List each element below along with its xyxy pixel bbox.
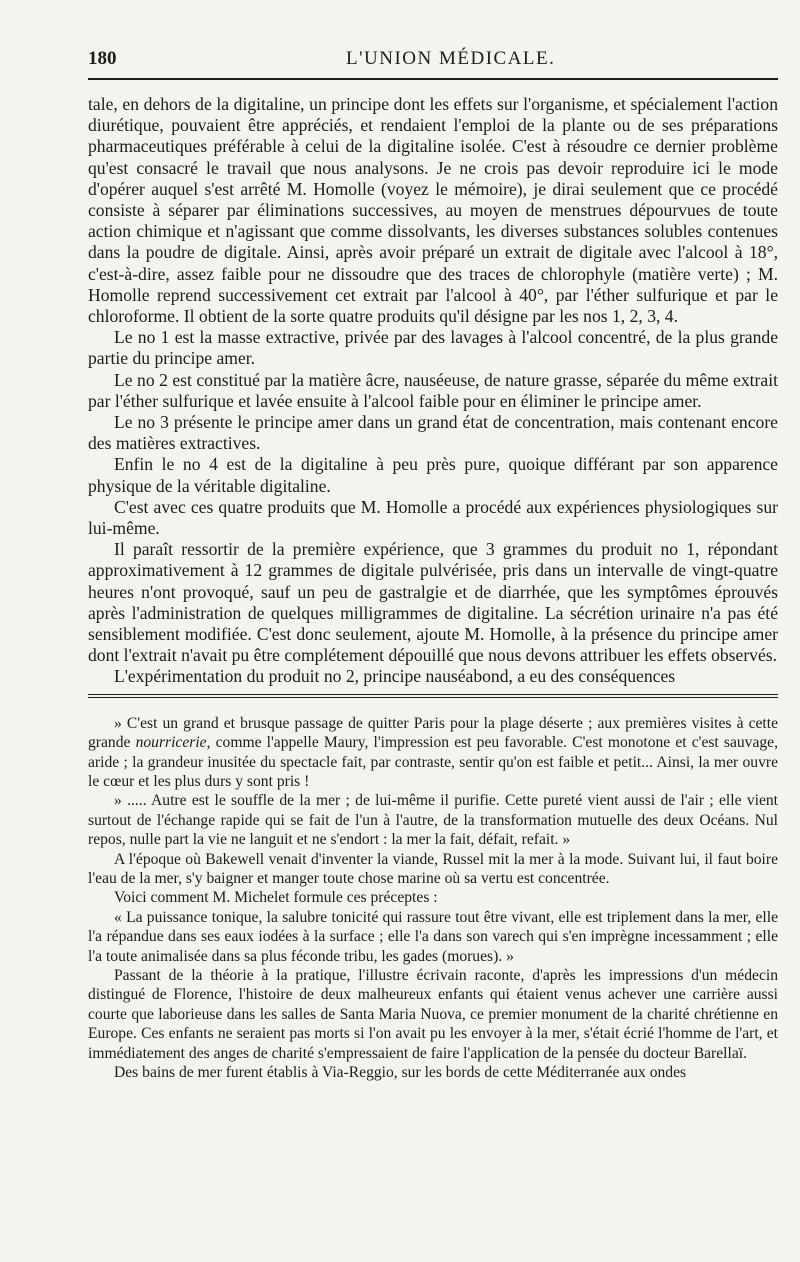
main-paragraph: Enfin le no 4 est de la digitaline à peu près pure, quoique différant par son apparence physique de la véritable digitaline. [88,454,778,496]
feuilleton-text: , comme l'appelle Maury, l'impression est peu favorable. C'est monotone et c'est sauvage, aride ; la grandeur inusitée du spectacle fait, par contraste, sentir qu'on est faible et petit... Ainsi, la mer ouvre le cœur et les plus durs y sont pris ! [88,734,779,790]
main-paragraph: tale, en dehors de la digitaline, un principe dont les effets sur l'organisme, et spécialement l'action diurétique, pouvaient être appréciés, et rendaient l'emploi de la plante ou de ses préparations pharmaceutiques préférable à celui de la digitaline isolée. C'est à résoudre ce dernier problème qu'est consacré le travail que nous analysons. Je ne crois pas devoir reproduire ici le mode d'opérer auquel s'est arrêté M. Homolle (voyez le mémoire), je dirai seulement que ce procédé consiste à séparer par éliminations successives, au moyen de menstrues dépourvues de toute action chimique et n'agissant que comme dissolvants, les diverses substances solubles contenues dans la poudre de digitale. Ainsi, après avoir préparé un extrait de digitale avec l'alcool à 18°, c'est-à-dire, assez faible pour ne dissoudre que des traces de chlorophyle (matière verte) ; M. Homolle reprend successivement cet extrait par l'alcool à 40°, par l'éther sulfurique et par le chloroforme. Il obtient de la sorte quatre produits qu'il désigne par les nos 1, 2, 3, 4. [88,94,778,327]
feuilleton-paragraph: Passant de la théorie à la pratique, l'illustre écrivain raconte, d'après les impressions d'un médecin distingué de Florence, l'histoire de deux malheureux enfants qui étaient venus achever une carrière aussi courte que laborieuse dans les salles de Santa Maria Nuova, ce premier monument de la charité chrétienne en Europe. Ces enfants ne seraient pas morts si l'on avait pu les envoyer à la mer, s'était écrié l'homme de l'art, et immédiatement des anges de charité s'empressaient de faire l'application de la pensée du docteur Barellaï. [88,966,778,1062]
feuilleton-section [88,714,778,1083]
feuilleton-italic-word: nourricerie [135,734,207,752]
feuilleton-paragraph: Des bains de mer furent établis à Via-Reggio, sur les bords de cette Méditerranée aux ondes [114,1064,687,1081]
feuilleton-paragraph: A l'époque où Bakewell venait d'inventer la viande, Russel mit la mer à la mode. Suivant lui, il faut boire l'eau de la mer, s'y baigner et manger toute chose marine où sa vertu est concentrée. [88,850,778,887]
main-paragraph: C'est avec ces quatre produits que M. Homolle a procédé aux expériences physiologiques sur lui-même. [88,496,778,539]
page-header [88,44,778,72]
feuilleton-text: » C'est un grand et brusque passage de quitter Paris pour la plage déserte ; aux premières visites à cette grande [88,714,778,752]
running-title: L'UNION MÉDICALE. [346,48,556,69]
main-paragraph: Le no 2 est constitué par la matière âcre, nauséeuse, de nature grasse, séparée du même extrait par l'éther sulfurique et lavée ensuite à l'alcool faible pour en éliminer le principe amer. [88,369,778,411]
main-paragraph: Le no 1 est la masse extractive, privée par des lavages à l'alcool concentré, de la plus grande partie du principe amer. [88,327,778,369]
page-number: 180 [88,48,117,69]
main-article [88,94,778,688]
main-paragraph: Le no 3 présente le principe amer dans un grand état de concentration, mais contenant encore des matières extractives. [88,412,778,454]
feuilleton-paragraph: » ..... Autre est le souffle de la mer ; de lui-même il purifie. Cette pureté vient aussi de l'air ; elle vient surtout de l'échange rapide qui se fait de l'un à l'autre, de la transformation mutuelle des deux Océans. Nul repos, nulle part la vie ne languit et ne s'endort : la mer la fait, défait, refait. » [88,792,778,849]
feuilleton-paragraph: Voici comment M. Michelet formule ces préceptes : [114,889,438,907]
feuilleton-separator-rule [88,694,778,698]
feuilleton-paragraph [88,714,778,792]
header-rule [88,78,778,80]
main-paragraph: L'expérimentation du produit no 2, principe nauséabond, a eu des conséquences [114,666,676,687]
main-paragraph: Il paraît ressortir de la première expérience, que 3 grammes du produit no 1, répondant approximativement à 12 grammes de digitale pulvérisée, pris dans un intervalle de vingt-quatre heures n'ont provoqué, sauf un peu de gastralgie et de diarrhée, que les symptômes éprouvés après l'administration de quelques milligrammes de digitaline. La sécrétion urinaire n'a pas été sensiblement modifiée. C'est donc seulement, ajoute M. Homolle, à la présence du principe amer dont l'extrait n'avait pu être complétement dépouillé que nous devons attribuer les effets observés. [88,539,778,666]
feuilleton-paragraph: « La puissance tonique, la salubre tonicité qui rassure tout être vivant, elle est triplement dans la mer, elle l'a répandue dans ses eaux iodées à la surface ; elle l'a dans son varech qui s'en imprègne incessamment ; elle l'a toute animalisée dans sa plus féconde tribu, les gades (morues). » [88,908,778,965]
